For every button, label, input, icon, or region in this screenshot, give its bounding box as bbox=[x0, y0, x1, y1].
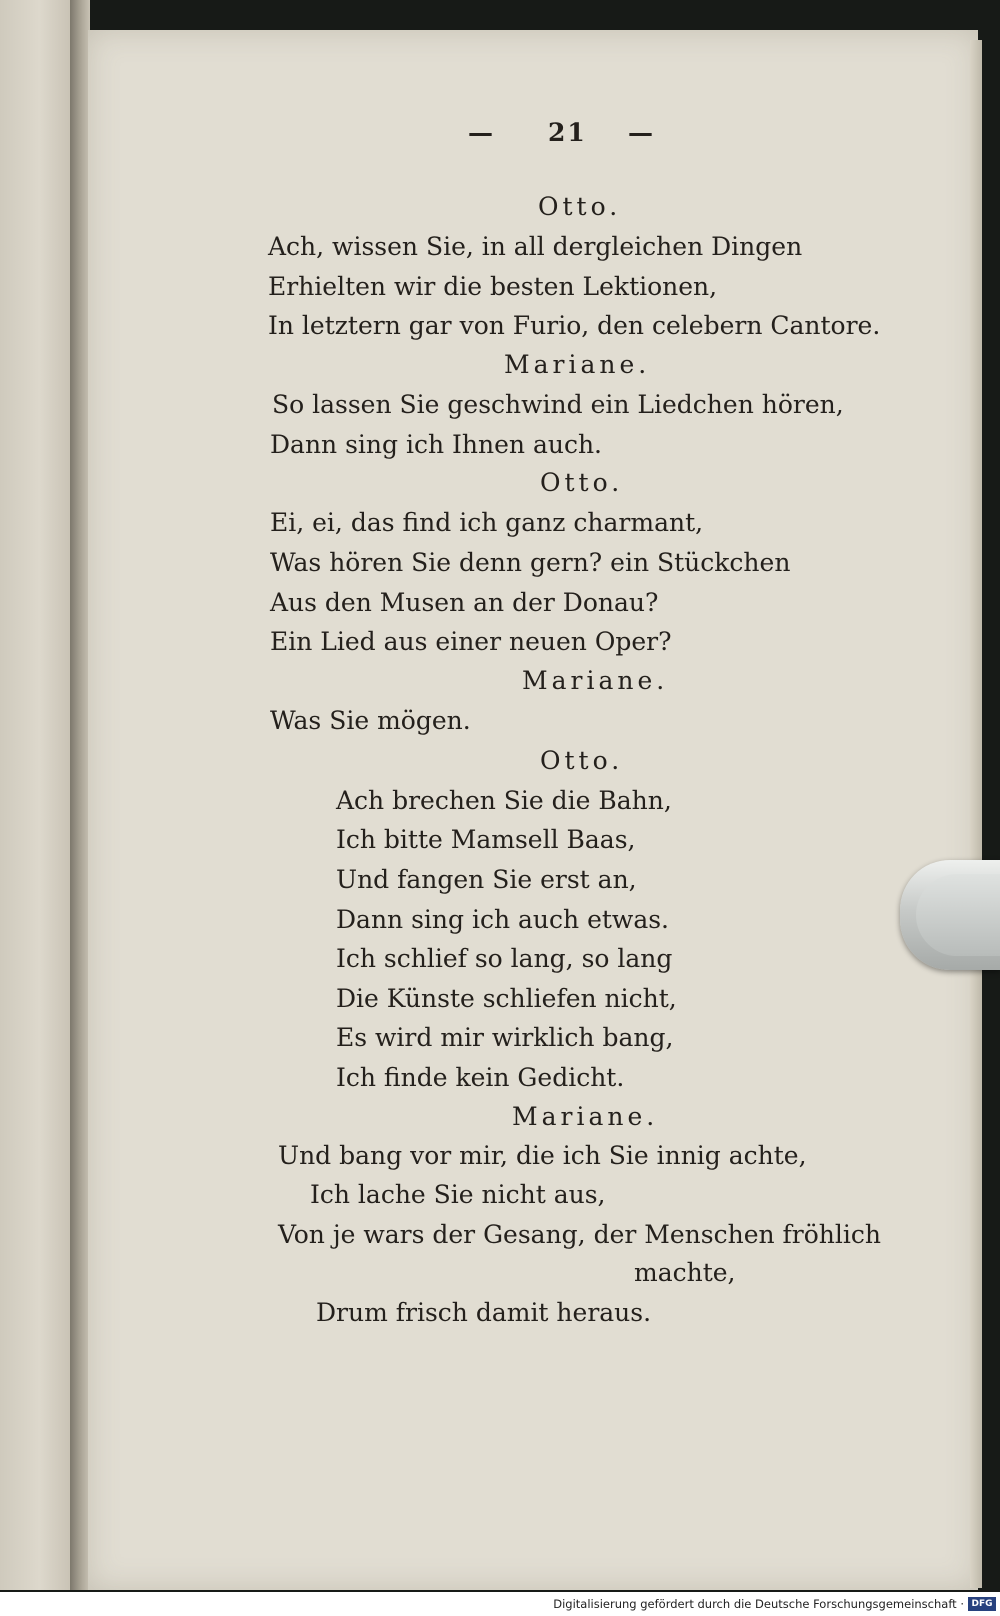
verse-line: Was hören Sie denn gern? ein Stückchen bbox=[270, 548, 791, 577]
verse-line: Von je wars der Gesang, der Menschen fröhlich bbox=[278, 1220, 881, 1249]
song-line: Ich schlief so lang, so lang bbox=[336, 944, 673, 973]
verse-line: In letztern gar von Furio, den celebern Cantore. bbox=[268, 311, 881, 340]
song-line: Die Künste schliefen nicht, bbox=[336, 984, 677, 1013]
dfg-logo: DFG bbox=[968, 1597, 996, 1611]
verse-line-continuation: machte, bbox=[634, 1258, 736, 1287]
header-dash-right: — bbox=[628, 118, 653, 147]
verse-line: Und bang vor mir, die ich Sie innig achte, bbox=[278, 1141, 807, 1170]
song-line: Und fangen Sie erst an, bbox=[336, 865, 637, 894]
song-line: Ich bitte Mamsell Baas, bbox=[336, 825, 636, 854]
verse-line: Was Sie mögen. bbox=[270, 706, 471, 735]
speaker-name: Otto. bbox=[538, 192, 622, 221]
verse-line: Ach, wissen Sie, in all dergleichen Dingen bbox=[268, 232, 803, 261]
speaker-name: Otto. bbox=[540, 746, 624, 775]
song-line: Ach brechen Sie die Bahn, bbox=[336, 786, 672, 815]
verse-line: Drum frisch damit heraus. bbox=[316, 1298, 652, 1327]
verse-line: Aus den Musen an der Donau? bbox=[270, 588, 659, 617]
song-line: Ich finde kein Gedicht. bbox=[336, 1063, 625, 1092]
verse-line: So lassen Sie geschwind ein Liedchen hören, bbox=[272, 390, 844, 419]
speaker-name: Mariane. bbox=[504, 350, 651, 379]
footer-bar bbox=[0, 1592, 1000, 1616]
verse-line: Ein Lied aus einer neuen Oper? bbox=[270, 627, 672, 656]
verse-line: Erhielten wir die besten Lektionen, bbox=[268, 272, 718, 301]
footer-credit: Digitalisierung gefördert durch die Deutsche Forschungsgemeinschaft · bbox=[553, 1597, 964, 1611]
speaker-name: Otto. bbox=[540, 468, 624, 497]
song-line: Es wird mir wirklich bang, bbox=[336, 1023, 674, 1052]
song-line: Dann sing ich auch etwas. bbox=[336, 905, 669, 934]
verse-line: Ei, ei, das find ich ganz charmant, bbox=[270, 508, 704, 537]
speaker-name: Mariane. bbox=[522, 666, 669, 695]
speaker-name: Mariane. bbox=[512, 1102, 659, 1131]
verse-line: Dann sing ich Ihnen auch. bbox=[270, 430, 602, 459]
page-number: 21 bbox=[548, 118, 587, 147]
header-dash-left: — bbox=[468, 118, 493, 147]
verse-line: Ich lache Sie nicht aus, bbox=[310, 1180, 606, 1209]
